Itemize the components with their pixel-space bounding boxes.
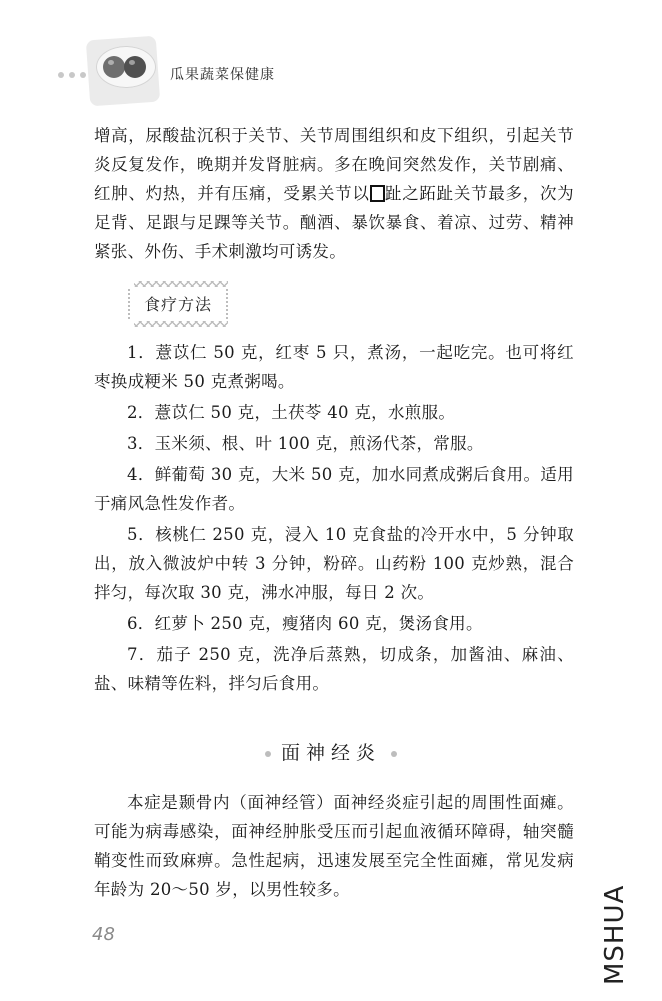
- recipe-item: 1．薏苡仁 50 克，红枣 5 只，煮汤，一起吃完。也可将红枣换成粳米 50 克煮粥喝。: [94, 343, 574, 391]
- running-header: [0, 0, 662, 110]
- book-title: 瓜果蔬菜保健康: [170, 67, 275, 83]
- disease-title: 面神经炎: [280, 742, 381, 764]
- zigzag-border-icon: [134, 321, 228, 327]
- watermark: MSHUA: [600, 884, 630, 985]
- zigzag-border-icon: [134, 281, 228, 287]
- intro-text-part-2: 趾之跖趾关节最多，次为足背、足跟与足踝等关节。酗酒、暴饮暴食、着凉、过劳、精神紧张、外伤、手术刺激均可诱发。: [94, 184, 574, 261]
- missing-glyph-box: [370, 185, 385, 202]
- recipe-item: 2．薏苡仁 50 克，土茯苓 40 克，水煎服。: [127, 403, 456, 422]
- recipe-item: 7．茄子 250 克，洗净后蒸熟，切成条，加酱油、麻油、盐、味精等佐料，拌匀后食用。: [94, 645, 574, 693]
- plum-icon: [124, 56, 146, 78]
- recipe-item: 4．鲜葡萄 30 克，大米 50 克，加水同煮成粥后食用。适用于痛风急性发作者。: [94, 465, 574, 513]
- section-tag: [126, 281, 234, 327]
- recipe-item: 6．红萝卜 250 克，瘦猪肉 60 克，煲汤食用。: [127, 614, 483, 633]
- section-label: 食疗方法: [144, 295, 213, 314]
- apple-icon: [103, 56, 125, 78]
- disease-description: 本症是颞骨内（面神经管）面神经炎症引起的周围性面瘫。可能为病毒感染，面神经肿胀受压而引起血液循环障碍，轴突髓鞘变性而致麻痹。急性起病，迅速发展至完全性面瘫，常见发病年龄为 20～50 岁，以男性较多。: [94, 793, 574, 899]
- recipe-item: 5．核桃仁 250 克，浸入 10 克食盐的冷开水中，5 分钟取出，放入微波炉中转 3 分钟，粉碎。山药粉 100 克炒熟，混合拌匀，每次取 30 克，沸水冲服，每日 2 次。: [94, 525, 574, 602]
- recipe-item: 3．玉米须、根、叶 100 克，煎汤代茶，常服。: [127, 434, 484, 453]
- recipe-list: [94, 338, 574, 700]
- decorative-dots: [58, 72, 86, 78]
- bullet-dot-icon: [265, 751, 271, 757]
- page-number: 48: [92, 924, 115, 945]
- intro-text-part-1: 增高，尿酸盐沉积于关节、关节周围组织和皮下组织，引起关节炎反复发作，晚期并发肾脏病。多在晚间突然发作，关节剧痛、红肿、灼热，并有压痛，受累关节以: [94, 126, 574, 203]
- bullet-dot-icon: [391, 751, 397, 757]
- intro-paragraph: [94, 121, 574, 266]
- disease-heading: [0, 738, 662, 765]
